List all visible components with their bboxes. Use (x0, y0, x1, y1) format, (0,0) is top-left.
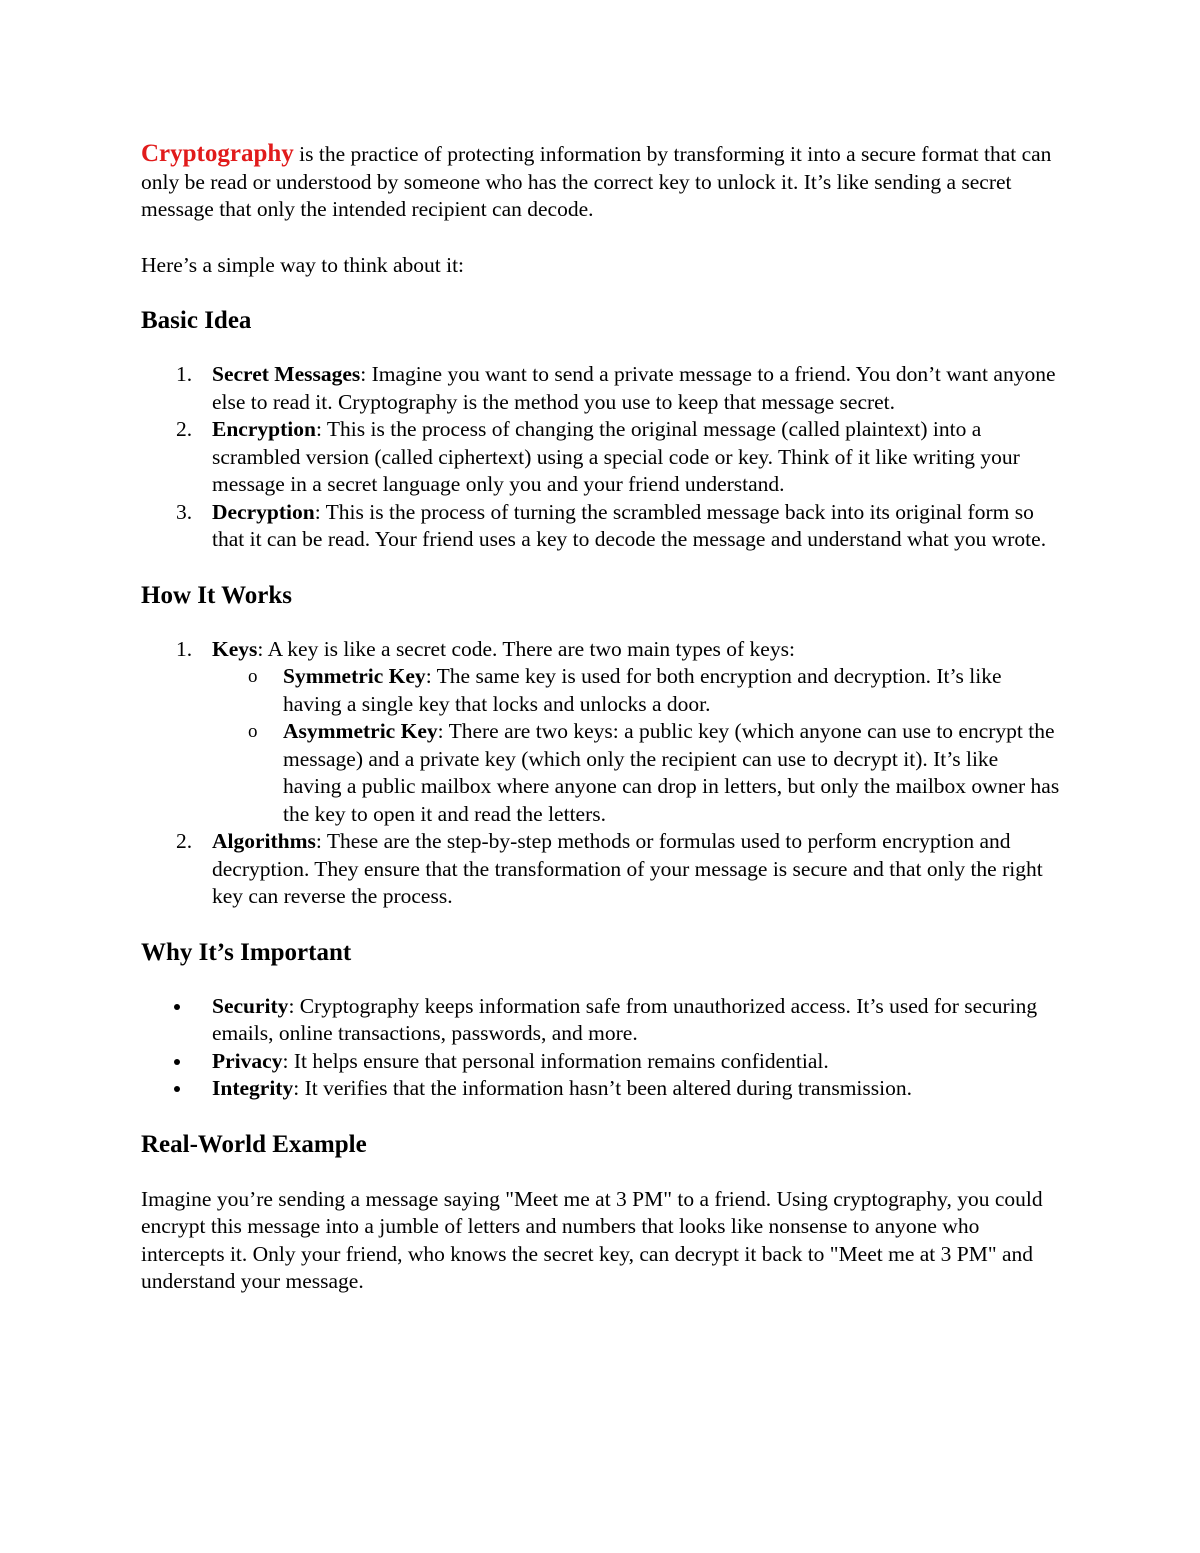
list-sep: : (314, 499, 321, 524)
bullet-item (141, 1075, 1061, 1103)
list-number: 2. (176, 417, 193, 441)
list-term: Decryption (212, 499, 315, 524)
sublist-sep: : (425, 664, 432, 688)
document-page (141, 140, 1061, 1296)
list-item (141, 416, 1061, 499)
intro-text: is the practice of protecting information by transforming it into a secure format that can only be read or understood by someone who has the correct key to unlock it. It’s like sending a secret message that only the intended recipient can decode. (141, 142, 1052, 221)
list-number: 1. (176, 636, 193, 661)
list-sep: : (315, 829, 322, 853)
intro-paragraph (141, 140, 1061, 224)
bullet-text: It verifies that the information hasn’t been altered during transmission. (299, 1076, 912, 1100)
list-term: Algorithms (212, 829, 316, 853)
bullet-item (141, 993, 1061, 1048)
sublist-term: Symmetric Key (283, 664, 426, 688)
list-item (141, 499, 1061, 554)
list-number: 2. (176, 829, 193, 853)
sublist-text: There are two keys: a public key (which anyone can use to encrypt the message) and a private key (which only the recipient can use to decrypt it). It’s like having a public mailbox where anyone can drop in letters, but only the mailbox owner has the key to open it and read the letters. (283, 719, 1060, 826)
bullet-sep: : (288, 993, 295, 1018)
list-term: Secret Messages (212, 362, 361, 386)
list-text: This is the process of changing the original message (called plaintext) into a scrambled version (called ciphertext) using a special code or key. Think of it like writing your message in a secret language only you and your friend understand. (212, 417, 1020, 496)
bullet-dot (174, 1059, 180, 1065)
real-world-paragraph: Imagine you’re sending a message saying "Meet me at 3 PM" to a friend. Using cryptography, you could encrypt this message into a jumble of letters and numbers that looks like nonsense to anyone who intercepts it. Only your friend, who knows the secret key, can decrypt it back to "Meet me at 3 PM" and understand your message. (141, 1186, 1043, 1293)
list-sep: : (257, 636, 264, 661)
list-text: These are the step-by-step methods or formulas used to perform encryption and decryption. They ensure that the transformation of your message is secure and that only the right key can reverse the process. (212, 829, 1043, 908)
sublist-item (212, 718, 1061, 828)
list-sep: : (360, 362, 367, 386)
sublist-marker: o (248, 721, 258, 742)
bullet-term: Security (212, 993, 289, 1018)
list-number: 1. (176, 362, 193, 386)
sublist-text: The same key is used for both encryption and decryption. It’s like having a single key that locks and unlocks a door. (283, 664, 1002, 716)
list-text: A key is like a secret code. There are two main types of keys: (263, 636, 795, 661)
bullet-text: Cryptography keeps information safe from unauthorized access. It’s used for securing emails, online transactions, passwords, and more. (212, 993, 1038, 1045)
sublist-term: Asymmetric Key (283, 719, 438, 743)
why-important-list (141, 993, 1061, 1103)
sublist-item (212, 663, 1061, 718)
sublist-sep: : (437, 719, 444, 743)
bullet-sep: : (282, 1048, 289, 1073)
heading-real-world-example: Real-World Example (141, 1130, 367, 1158)
list-term: Encryption (212, 417, 316, 441)
bullet-dot (174, 1086, 180, 1092)
list-text: Imagine you want to send a private message to a friend. You don’t want anyone else to read it. Cryptography is the method you use to keep that message secret. (212, 362, 1056, 414)
list-item (141, 361, 1061, 416)
heading-how-it-works: How It Works (141, 581, 292, 609)
list-sep: : (315, 417, 322, 441)
list-number: 3. (176, 499, 193, 524)
bullet-sep: : (293, 1076, 300, 1100)
bullet-term: Privacy (212, 1048, 283, 1073)
bullet-dot (174, 1004, 180, 1010)
bullet-item (141, 1048, 1061, 1076)
how-it-works-list (141, 636, 1061, 911)
lead-paragraph: Here’s a simple way to think about it: (141, 252, 465, 277)
sublist-marker: o (248, 666, 258, 687)
list-item (141, 636, 1061, 829)
intro-term: Cryptography (141, 140, 294, 167)
bullet-term: Integrity (212, 1076, 294, 1100)
list-text: This is the process of turning the scrambled message back into its original form so that it can be read. Your friend uses a key to decode the message and understand what you wrote. (212, 499, 1047, 551)
basic-idea-list (141, 361, 1061, 554)
bullet-text: It helps ensure that personal information remains confidential. (288, 1048, 829, 1073)
list-item (141, 828, 1061, 911)
heading-why-important: Why It’s Important (141, 938, 352, 966)
heading-basic-idea: Basic Idea (141, 307, 252, 334)
list-term: Keys (212, 636, 258, 661)
key-types-sublist (212, 663, 1061, 828)
